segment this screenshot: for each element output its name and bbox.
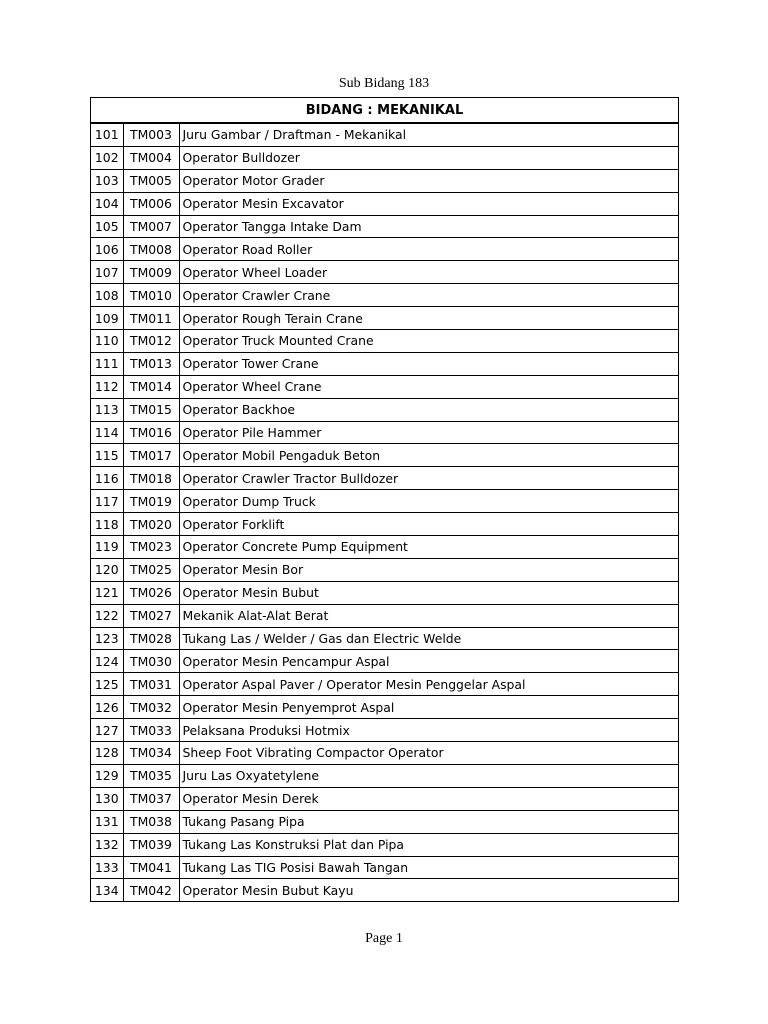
row-occupation: Operator Backhoe: [179, 398, 678, 421]
row-code: TM032: [123, 696, 179, 719]
table-row: [91, 490, 678, 513]
row-number: 127: [91, 719, 123, 742]
table-row: [91, 398, 678, 421]
row-number: 116: [91, 467, 123, 490]
row-occupation: Operator Rough Terain Crane: [179, 307, 678, 330]
row-occupation: Operator Mobil Pengaduk Beton: [179, 444, 678, 467]
row-code: TM009: [123, 261, 179, 284]
table-row: [91, 742, 678, 765]
table-row: [91, 856, 678, 879]
row-occupation: Operator Crawler Crane: [179, 284, 678, 307]
table-row: [91, 604, 678, 627]
row-occupation: Operator Truck Mounted Crane: [179, 330, 678, 353]
row-occupation: Operator Mesin Derek: [179, 787, 678, 810]
row-number: 113: [91, 398, 123, 421]
row-number: 124: [91, 650, 123, 673]
row-code: TM026: [123, 581, 179, 604]
row-code: TM004: [123, 146, 179, 169]
row-code: TM019: [123, 490, 179, 513]
table-row: [91, 215, 678, 238]
table-row: [91, 787, 678, 810]
row-number: 117: [91, 490, 123, 513]
row-number: 129: [91, 764, 123, 787]
table-header-row: [91, 98, 678, 123]
row-code: TM010: [123, 284, 179, 307]
table-row: [91, 696, 678, 719]
row-code: TM030: [123, 650, 179, 673]
table-row: [91, 558, 678, 581]
row-number: 128: [91, 742, 123, 765]
row-occupation: Sheep Foot Vibrating Compactor Operator: [179, 742, 678, 765]
table-row: [91, 421, 678, 444]
document-title: Sub Bidang 183: [338, 76, 430, 91]
row-number: 133: [91, 856, 123, 879]
table-row: [91, 261, 678, 284]
row-number: 110: [91, 330, 123, 353]
row-number: 120: [91, 558, 123, 581]
row-occupation: Mekanik Alat-Alat Berat: [179, 604, 678, 627]
table-row: [91, 581, 678, 604]
row-number: 126: [91, 696, 123, 719]
row-number: 125: [91, 673, 123, 696]
row-occupation: Tukang Las TIG Posisi Bawah Tangan: [179, 856, 678, 879]
row-occupation: Operator Pile Hammer: [179, 421, 678, 444]
table-row: [91, 673, 678, 696]
row-number: 134: [91, 879, 123, 901]
row-code: TM041: [123, 856, 179, 879]
row-number: 105: [91, 215, 123, 238]
row-code: TM005: [123, 169, 179, 192]
table-row: [91, 284, 678, 307]
row-code: TM020: [123, 513, 179, 536]
row-number: 103: [91, 169, 123, 192]
table-row: [91, 879, 678, 901]
table-row: [91, 536, 678, 559]
row-occupation: Operator Tangga Intake Dam: [179, 215, 678, 238]
row-occupation: Operator Mesin Bubut Kayu: [179, 879, 678, 901]
table-row: [91, 192, 678, 215]
row-number: 104: [91, 192, 123, 215]
row-occupation: Operator Mesin Pencampur Aspal: [179, 650, 678, 673]
row-code: TM037: [123, 787, 179, 810]
row-occupation: Operator Forklift: [179, 513, 678, 536]
row-occupation: Juru Gambar / Draftman - Mekanikal: [179, 123, 678, 146]
table-header: BIDANG : MEKANIKAL: [91, 98, 678, 123]
row-occupation: Operator Aspal Paver / Operator Mesin Penggelar Aspal: [179, 673, 678, 696]
row-code: TM016: [123, 421, 179, 444]
row-number: 115: [91, 444, 123, 467]
table-row: [91, 169, 678, 192]
table-row: [91, 444, 678, 467]
row-code: TM028: [123, 627, 179, 650]
row-number: 119: [91, 536, 123, 559]
row-code: TM023: [123, 536, 179, 559]
row-code: TM039: [123, 833, 179, 856]
row-number: 102: [91, 146, 123, 169]
table-row: [91, 833, 678, 856]
row-occupation: Operator Tower Crane: [179, 352, 678, 375]
row-occupation: Tukang Pasang Pipa: [179, 810, 678, 833]
row-code: TM008: [123, 238, 179, 261]
table-row: [91, 123, 678, 146]
row-occupation: Operator Mesin Bubut: [179, 581, 678, 604]
row-code: TM011: [123, 307, 179, 330]
row-occupation: Juru Las Oxyatetylene: [179, 764, 678, 787]
table-row: [91, 307, 678, 330]
row-code: TM014: [123, 375, 179, 398]
row-number: 122: [91, 604, 123, 627]
row-occupation: Operator Motor Grader: [179, 169, 678, 192]
row-code: TM017: [123, 444, 179, 467]
row-occupation: Operator Crawler Tractor Bulldozer: [179, 467, 678, 490]
row-number: 123: [91, 627, 123, 650]
row-occupation: Operator Dump Truck: [179, 490, 678, 513]
row-code: TM034: [123, 742, 179, 765]
row-occupation: Operator Mesin Bor: [179, 558, 678, 581]
row-occupation: Operator Mesin Penyemprot Aspal: [179, 696, 678, 719]
row-code: TM038: [123, 810, 179, 833]
table-row: [91, 330, 678, 353]
row-number: 112: [91, 375, 123, 398]
row-number: 118: [91, 513, 123, 536]
row-code: TM035: [123, 764, 179, 787]
row-occupation: Operator Bulldozer: [179, 146, 678, 169]
row-number: 109: [91, 307, 123, 330]
row-code: TM003: [123, 123, 179, 146]
row-number: 108: [91, 284, 123, 307]
row-code: TM012: [123, 330, 179, 353]
row-code: TM033: [123, 719, 179, 742]
table-row: [91, 650, 678, 673]
row-occupation: Operator Wheel Crane: [179, 375, 678, 398]
row-number: 107: [91, 261, 123, 284]
table-row: [91, 627, 678, 650]
table-row: [91, 352, 678, 375]
row-number: 111: [91, 352, 123, 375]
row-code: TM042: [123, 879, 179, 901]
row-occupation: Pelaksana Produksi Hotmix: [179, 719, 678, 742]
row-number: 101: [91, 123, 123, 146]
row-code: TM013: [123, 352, 179, 375]
table-row: [91, 764, 678, 787]
mekanikal-table: [90, 97, 679, 902]
row-occupation: Tukang Las Konstruksi Plat dan Pipa: [179, 833, 678, 856]
row-occupation: Operator Concrete Pump Equipment: [179, 536, 678, 559]
page-number: Page 1: [365, 931, 403, 946]
row-code: TM025: [123, 558, 179, 581]
table-row: [91, 146, 678, 169]
row-number: 130: [91, 787, 123, 810]
row-number: 132: [91, 833, 123, 856]
row-code: TM015: [123, 398, 179, 421]
row-number: 114: [91, 421, 123, 444]
table-row: [91, 375, 678, 398]
row-number: 131: [91, 810, 123, 833]
table-row: [91, 719, 678, 742]
row-number: 106: [91, 238, 123, 261]
table-row: [91, 238, 678, 261]
row-occupation: Tukang Las / Welder / Gas dan Electric Welde: [179, 627, 678, 650]
row-occupation: Operator Road Roller: [179, 238, 678, 261]
table-row: [91, 513, 678, 536]
table-row: [91, 810, 678, 833]
row-occupation: Operator Wheel Loader: [179, 261, 678, 284]
row-code: TM018: [123, 467, 179, 490]
row-code: TM007: [123, 215, 179, 238]
row-code: TM006: [123, 192, 179, 215]
row-occupation: Operator Mesin Excavator: [179, 192, 678, 215]
row-code: TM031: [123, 673, 179, 696]
table-row: [91, 467, 678, 490]
row-code: TM027: [123, 604, 179, 627]
row-number: 121: [91, 581, 123, 604]
